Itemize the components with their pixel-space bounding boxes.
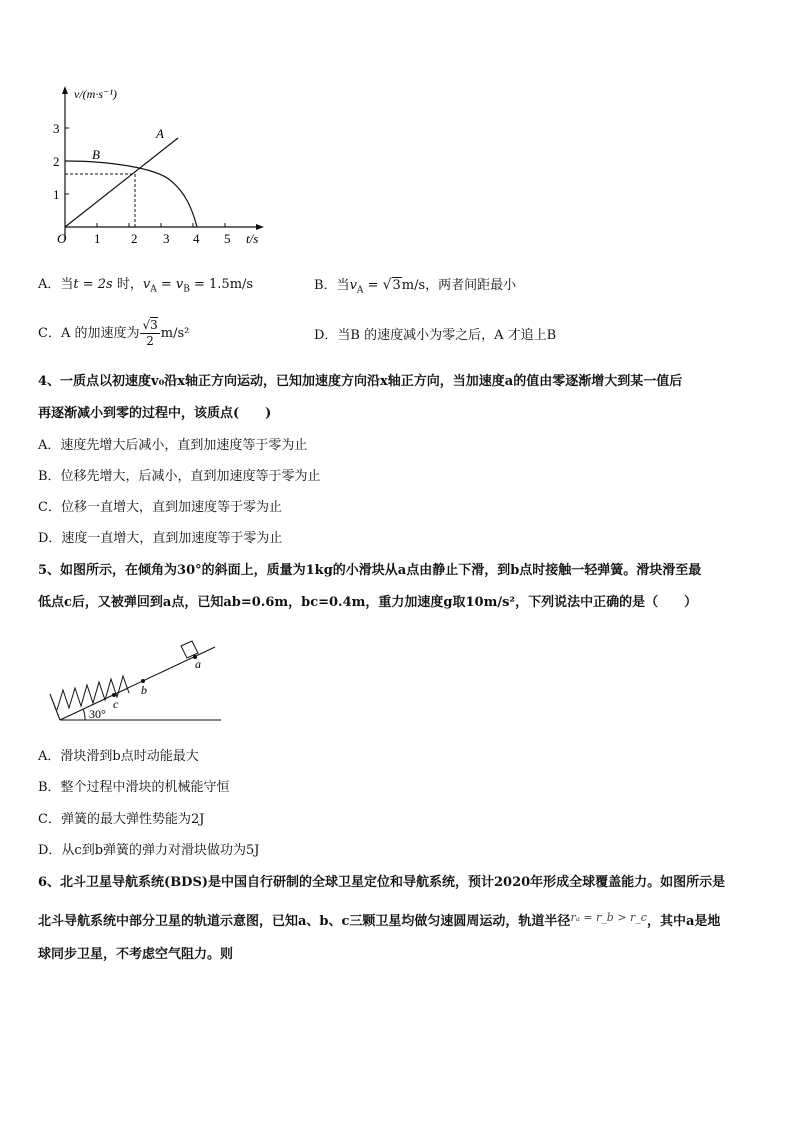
q3-option-A: A．当t = 2s 时，$v_A = v_B = 1.5m/s$ — [38, 277, 254, 295]
line-A — [65, 138, 178, 227]
point-b-label: b — [141, 683, 147, 697]
x-tick-3: 3 — [163, 231, 170, 246]
radius-formula: rₐ = r_b > r_c — [570, 911, 647, 924]
q6-stem-line1: 6、北斗卫星导航系统(BDS)是中国自行研制的全球卫星定位和导航系统，预计2020年形成全球覆盖能力。如图所示是 — [38, 875, 726, 890]
q3-option-C: C．A 的加速度为 $\frac{√3}{2}$ m/s² — [38, 318, 190, 348]
q6-stem-line3: 球同步卫星，不考虑空气阻力。则 — [38, 947, 234, 962]
angle-arc — [83, 709, 85, 720]
q5-stem-line2: 低点c后，又被弹回到a点，已知ab=0.6m，bc=0.4m，重力加速度g取10m/s²，下列说法中正确的是（ ） — [38, 595, 698, 610]
y-tick-1: 1 — [53, 187, 60, 202]
incline-figure — [45, 622, 225, 724]
fraction: $\frac{√3}{2}$ — [142, 318, 158, 348]
q3-option-B: B．当$v_A = √3m/s$，两者间距最小 — [314, 277, 517, 296]
y-axis-arrow — [62, 86, 68, 94]
y-axis-label: v/(m·s⁻¹) — [74, 87, 117, 101]
y-tick-3: 3 — [53, 121, 60, 136]
point-a-label: a — [195, 657, 201, 671]
x-tick-4: 4 — [193, 231, 200, 246]
q4-option-A: A．速度先增大后减小，直到加速度等于零为止 — [38, 438, 308, 453]
origin-label: O — [57, 231, 67, 246]
sqrt-symbol: √3 — [382, 277, 401, 293]
y-tick-2: 2 — [53, 154, 60, 169]
q4-option-B: B．位移先增大，后减小，直到加速度等于零为止 — [38, 469, 321, 484]
x-axis-label: t/s — [246, 231, 259, 246]
q3-option-D: D．当B 的速度减小为零之后，A 才追上B — [314, 328, 557, 343]
x-tick-5: 5 — [224, 231, 231, 246]
curve-B — [65, 161, 197, 227]
x-axis-arrow — [256, 224, 264, 230]
point-c-label: c — [113, 697, 119, 711]
q5-stem-line1: 5、如图所示，在倾角为30°的斜面上，质量为1kg的小滑块从a点由静止下滑，到b点时接触一轻弹簧。滑块滑至最 — [38, 563, 702, 578]
wall — [50, 694, 60, 720]
angle-label: 30° — [89, 707, 106, 721]
curve-B-label: B — [92, 147, 100, 162]
x-tick-1: 1 — [94, 231, 101, 246]
line-A-label: A — [156, 126, 164, 141]
vt-graph — [50, 80, 280, 250]
q5-option-C: C．弹簧的最大弹性势能为2J — [38, 812, 205, 827]
q5-option-D: D．从c到b弹簧的弹力对滑块做功为5J — [38, 843, 260, 858]
q5-option-B: B．整个过程中滑块的机械能守恒 — [38, 780, 230, 795]
q4-stem-line2: 再逐渐减小到零的过程中，该质点( ) — [38, 406, 272, 421]
q4-option-C: C．位移一直增大，直到加速度等于零为止 — [38, 500, 282, 515]
q5-option-A: A．滑块滑到b点时动能最大 — [38, 749, 199, 764]
q6-stem-line2: 北斗导航系统中部分卫星的轨道示意图，已知a、b、c三颗卫星均做匀速圆周运动，轨道半径$^{r_a = r\_b > r\_c}$，其中a是地 — [38, 911, 721, 929]
q4-stem-line1: 4、一质点以初速度v₀沿x轴正方向运动，已知加速度方向沿x轴正方向，当加速度a的值由零逐渐增大到某一值后 — [38, 374, 683, 389]
x-tick-2: 2 — [131, 231, 138, 246]
q4-option-D: D．速度一直增大，直到加速度等于零为止 — [38, 531, 283, 546]
